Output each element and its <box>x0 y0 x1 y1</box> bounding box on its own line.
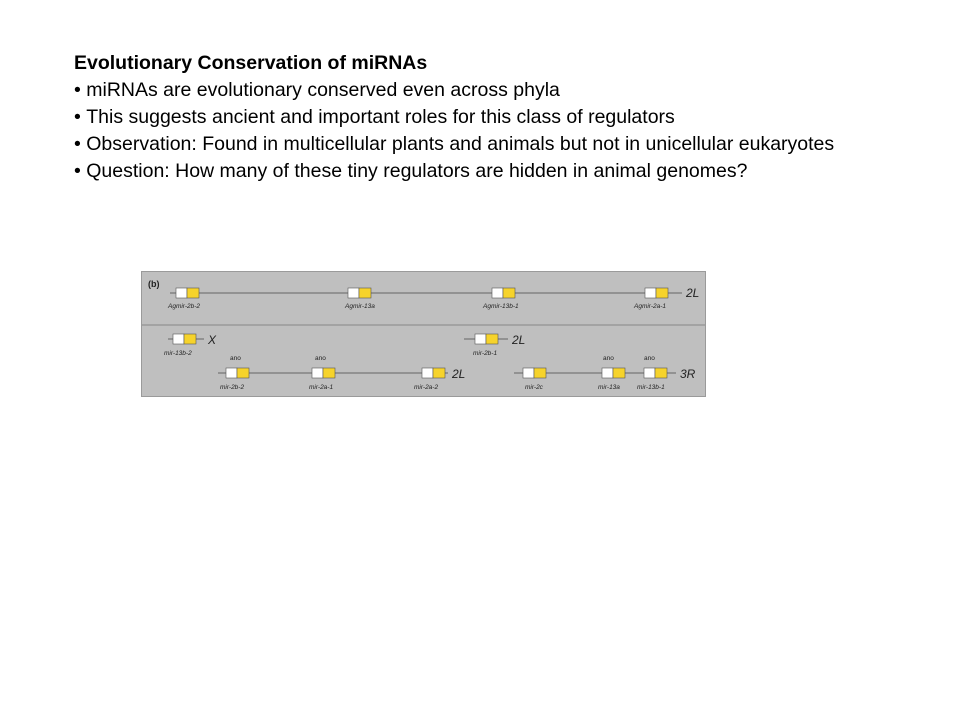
figure-svg <box>142 272 705 396</box>
gene-label: mir-2b-1 <box>473 350 498 357</box>
gene-marker <box>475 334 498 344</box>
gene-marker <box>602 368 625 378</box>
gene-marker <box>644 368 667 378</box>
chromosome-label: 2L <box>512 333 526 347</box>
gene-label: Agmir-2a-1 <box>634 303 667 310</box>
bullet-2: • This suggests ancient and important roles for this class of regulators <box>74 104 874 131</box>
gene-label: mir-2a-1 <box>309 384 334 391</box>
chromosome-label: 2L <box>452 367 466 381</box>
annotation-label: ano <box>315 355 326 362</box>
gene-label: mir-13b-2 <box>164 350 192 357</box>
gene-label: Agmir-2b-2 <box>168 303 201 310</box>
gene-marker <box>645 288 668 298</box>
gene-label: Agmir-13a <box>345 303 375 310</box>
slide-text <box>74 50 874 185</box>
gene-marker <box>312 368 335 378</box>
annotation-label: ano <box>603 355 614 362</box>
gene-marker <box>422 368 445 378</box>
gene-label: Agmir-13b-1 <box>483 303 519 310</box>
gene-marker <box>492 288 515 298</box>
gene-label: mir-2a-2 <box>414 384 439 391</box>
gene-label: mir-2b-2 <box>220 384 245 391</box>
gene-marker <box>523 368 546 378</box>
bullet-4: • Question: How many of these tiny regulators are hidden in animal genomes? <box>74 158 874 185</box>
mirna-cluster-figure <box>141 271 706 397</box>
gene-marker <box>176 288 199 298</box>
slide-title: Evolutionary Conservation of miRNAs <box>74 52 428 74</box>
annotation-label: ano <box>230 355 241 362</box>
gene-marker <box>226 368 249 378</box>
chromosome-label: X <box>208 333 217 347</box>
gene-marker <box>173 334 196 344</box>
gene-label: mir-2c <box>525 384 543 391</box>
panel-label: (b) <box>148 279 160 289</box>
chromosome-label: 2L <box>686 286 700 300</box>
chromosome-label: 3R <box>680 367 696 381</box>
gene-label: mir-13a <box>598 384 620 391</box>
bullet-3: • Observation: Found in multicellular plants and animals but not in unicellular eukaryotes <box>74 131 874 158</box>
gene-marker <box>348 288 371 298</box>
annotation-label: ano <box>644 355 655 362</box>
bullet-1: • miRNAs are evolutionary conserved even across phyla <box>74 77 874 104</box>
gene-label: mir-13b-1 <box>637 384 665 391</box>
